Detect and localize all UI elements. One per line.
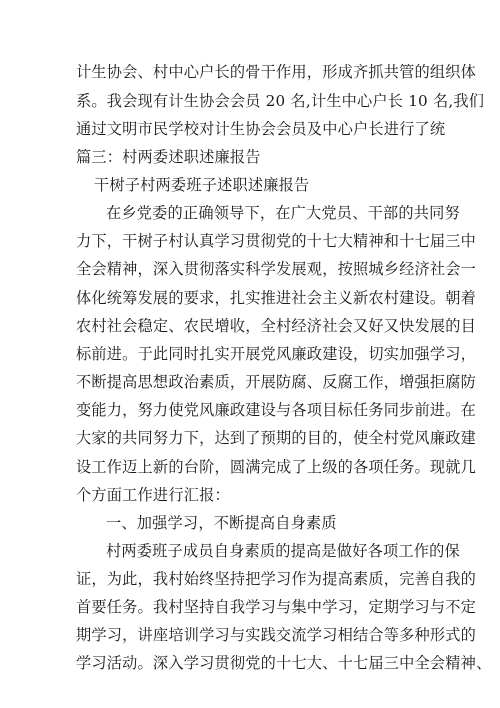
text-line: 通过文明市民学校对计生协会会员及中心户长进行了统 [76, 120, 446, 138]
text-line: 学习活动。深入学习贯彻党的十七大、十七届三中全会精神、 [76, 654, 492, 672]
text-line: 农村社会稳定、农民增收，全村经济社会又好又快发展的目 [76, 317, 477, 335]
text-line: 设工作迈上新的台阶，圆满完成了上级的各项任务。现就几 [76, 458, 477, 476]
paragraph-first-line: 村两委班子成员自身素质的提高是做好各项工作的保 [106, 542, 460, 560]
text-line: 力下，干树子村认真学习贯彻党的十七大精神和十七届三中 [76, 232, 477, 250]
text-line: 证，为此，我村始终坚持把学习作为提高素质，完善自我的 [76, 570, 477, 588]
text-line: 全会精神，深入贯彻落实科学发展观，按照城乡经济社会一 [76, 260, 477, 278]
text-line: 大家的共同努力下，达到了预期的目的，使全村党风廉政建 [76, 429, 477, 447]
subsection-heading: 一、加强学习，不断提高自身素质 [106, 514, 337, 532]
section-heading: 篇三：村两委述职述廉报告 [76, 148, 261, 166]
report-title: 干树子村两委班子述职述廉报告 [94, 176, 310, 194]
text-line: 计生协会、村中心户长的骨干作用，形成齐抓共管的组织体 [76, 63, 477, 81]
text-line: 不断提高思想政治素质，开展防腐、反腐工作，增强拒腐防 [76, 373, 477, 391]
text-line: 首要任务。我村坚持自我学习与集中学习，定期学习与不定 [76, 598, 477, 616]
text-line: 个方面工作进行汇报： [76, 486, 230, 504]
paragraph-first-line: 在乡党委的正确领导下，在广大党员、干部的共同努 [106, 204, 460, 222]
text-line: 变能力，努力使党风廉政建设与各项目标任务同步前进。在 [76, 401, 477, 419]
text-line: 体化统筹发展的要求，扎实推进社会主义新农村建设。朝着 [76, 289, 477, 307]
text-line: 标前进。于此同时扎实开展党风廉政建设，切实加强学习， [76, 345, 477, 363]
text-line: 期学习，讲座培训学习与实践交流学习相结合等多种形式的 [76, 626, 477, 644]
text-line: 系。我会现有计生协会会员 20 名,计生中心户长 10 名,我们 [76, 92, 485, 110]
